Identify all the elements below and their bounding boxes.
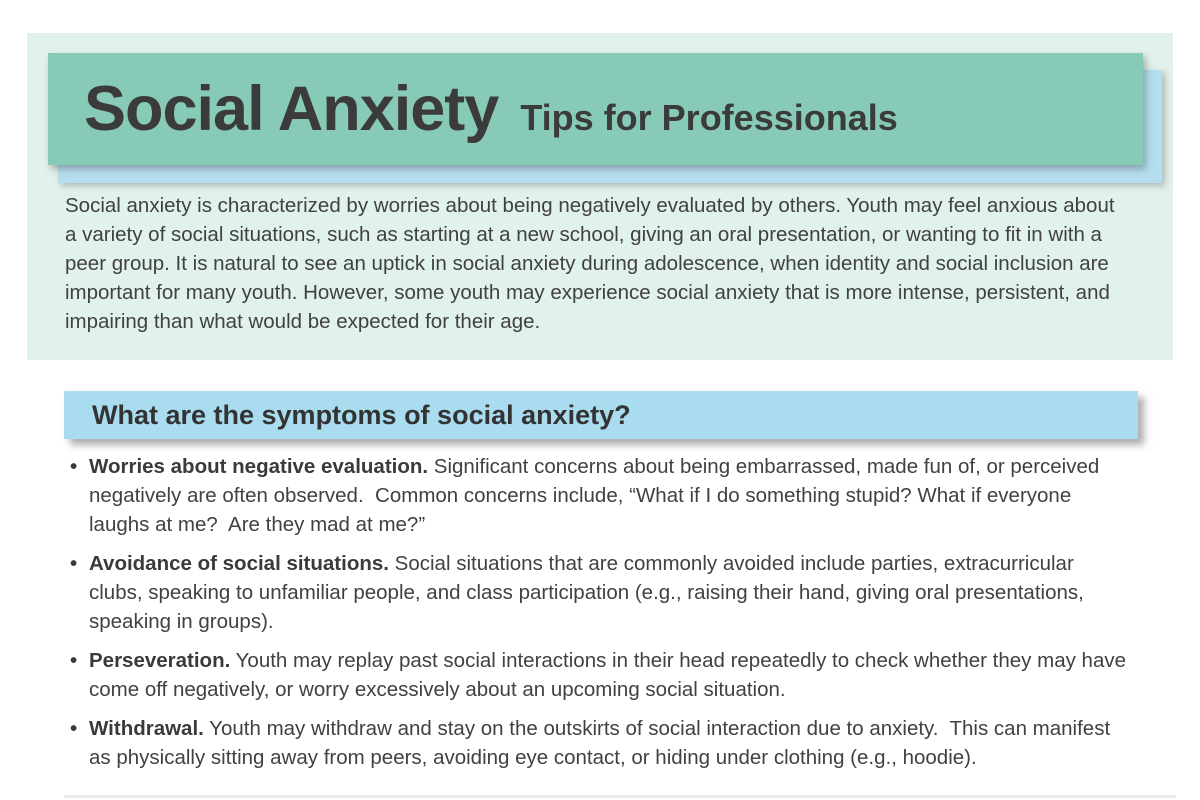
symptoms-section-heading: What are the symptoms of social anxiety? [92,399,631,430]
bullet-lead: Withdrawal. [89,717,204,740]
intro-paragraph: Social anxiety is characterized by worries about being negatively evaluated by others. Youth may feel anxious about a variety of social situations, such as starting at a new school, giving an oral presentation, or wanting to fit in with a peer group. It is natural to see an uptick in social anxiety during adolescence, when identity and social inclusion are important for many youth. However, some youth may experience social anxiety that is more intense, persistent, and impairing than what would be expected for their age. [65,194,1121,333]
bullet-perseveration [70,646,1132,704]
page-title: Social Anxiety [84,74,499,144]
bullet-marker: • [70,455,78,478]
bullet-text: Social situations that are commonly avoided include parties, extracurricular clubs, speaking to unfamiliar people, and class participation (e.g., raising their hand, giving oral presentations, speaking in groups). [89,552,1090,633]
bullet-lead: Worries about negative evaluation. [89,455,429,478]
bullet-lead: Avoidance of social situations. [89,552,389,575]
bullet-lead: Perseveration. [89,649,231,672]
bullet-text: Youth may withdraw and stay on the outskirts of social interaction due to anxiety. This can manifest as physically sitting away from peers, avoiding eye contact, or hiding under clothing (e.g., hoodie). [89,717,1116,769]
bullet-marker: • [70,649,78,672]
bullet-worries-negative-evaluation [70,452,1132,539]
bullet-marker: • [70,552,78,575]
symptoms-section-banner [64,391,1138,439]
title-banner [48,53,1143,165]
next-section-top-edge [64,795,1176,798]
page-subtitle: Tips for Professionals [520,97,898,138]
symptoms-bullet-list [70,452,1132,782]
bullet-avoidance-social-situations [70,549,1132,636]
bullet-marker: • [70,717,78,740]
bullet-text: Youth may replay past social interactions in their head repeatedly to check whether they may have come off negatively, or worry excessively about an upcoming social situation. [89,649,1132,701]
bullet-text: Significant concerns about being embarrassed, made fun of, or perceived negatively are often observed. Common concerns include, “What if I do something stupid? What if everyone laughs at me? Are they mad at me?” [89,455,1105,536]
bullet-withdrawal [70,714,1132,772]
